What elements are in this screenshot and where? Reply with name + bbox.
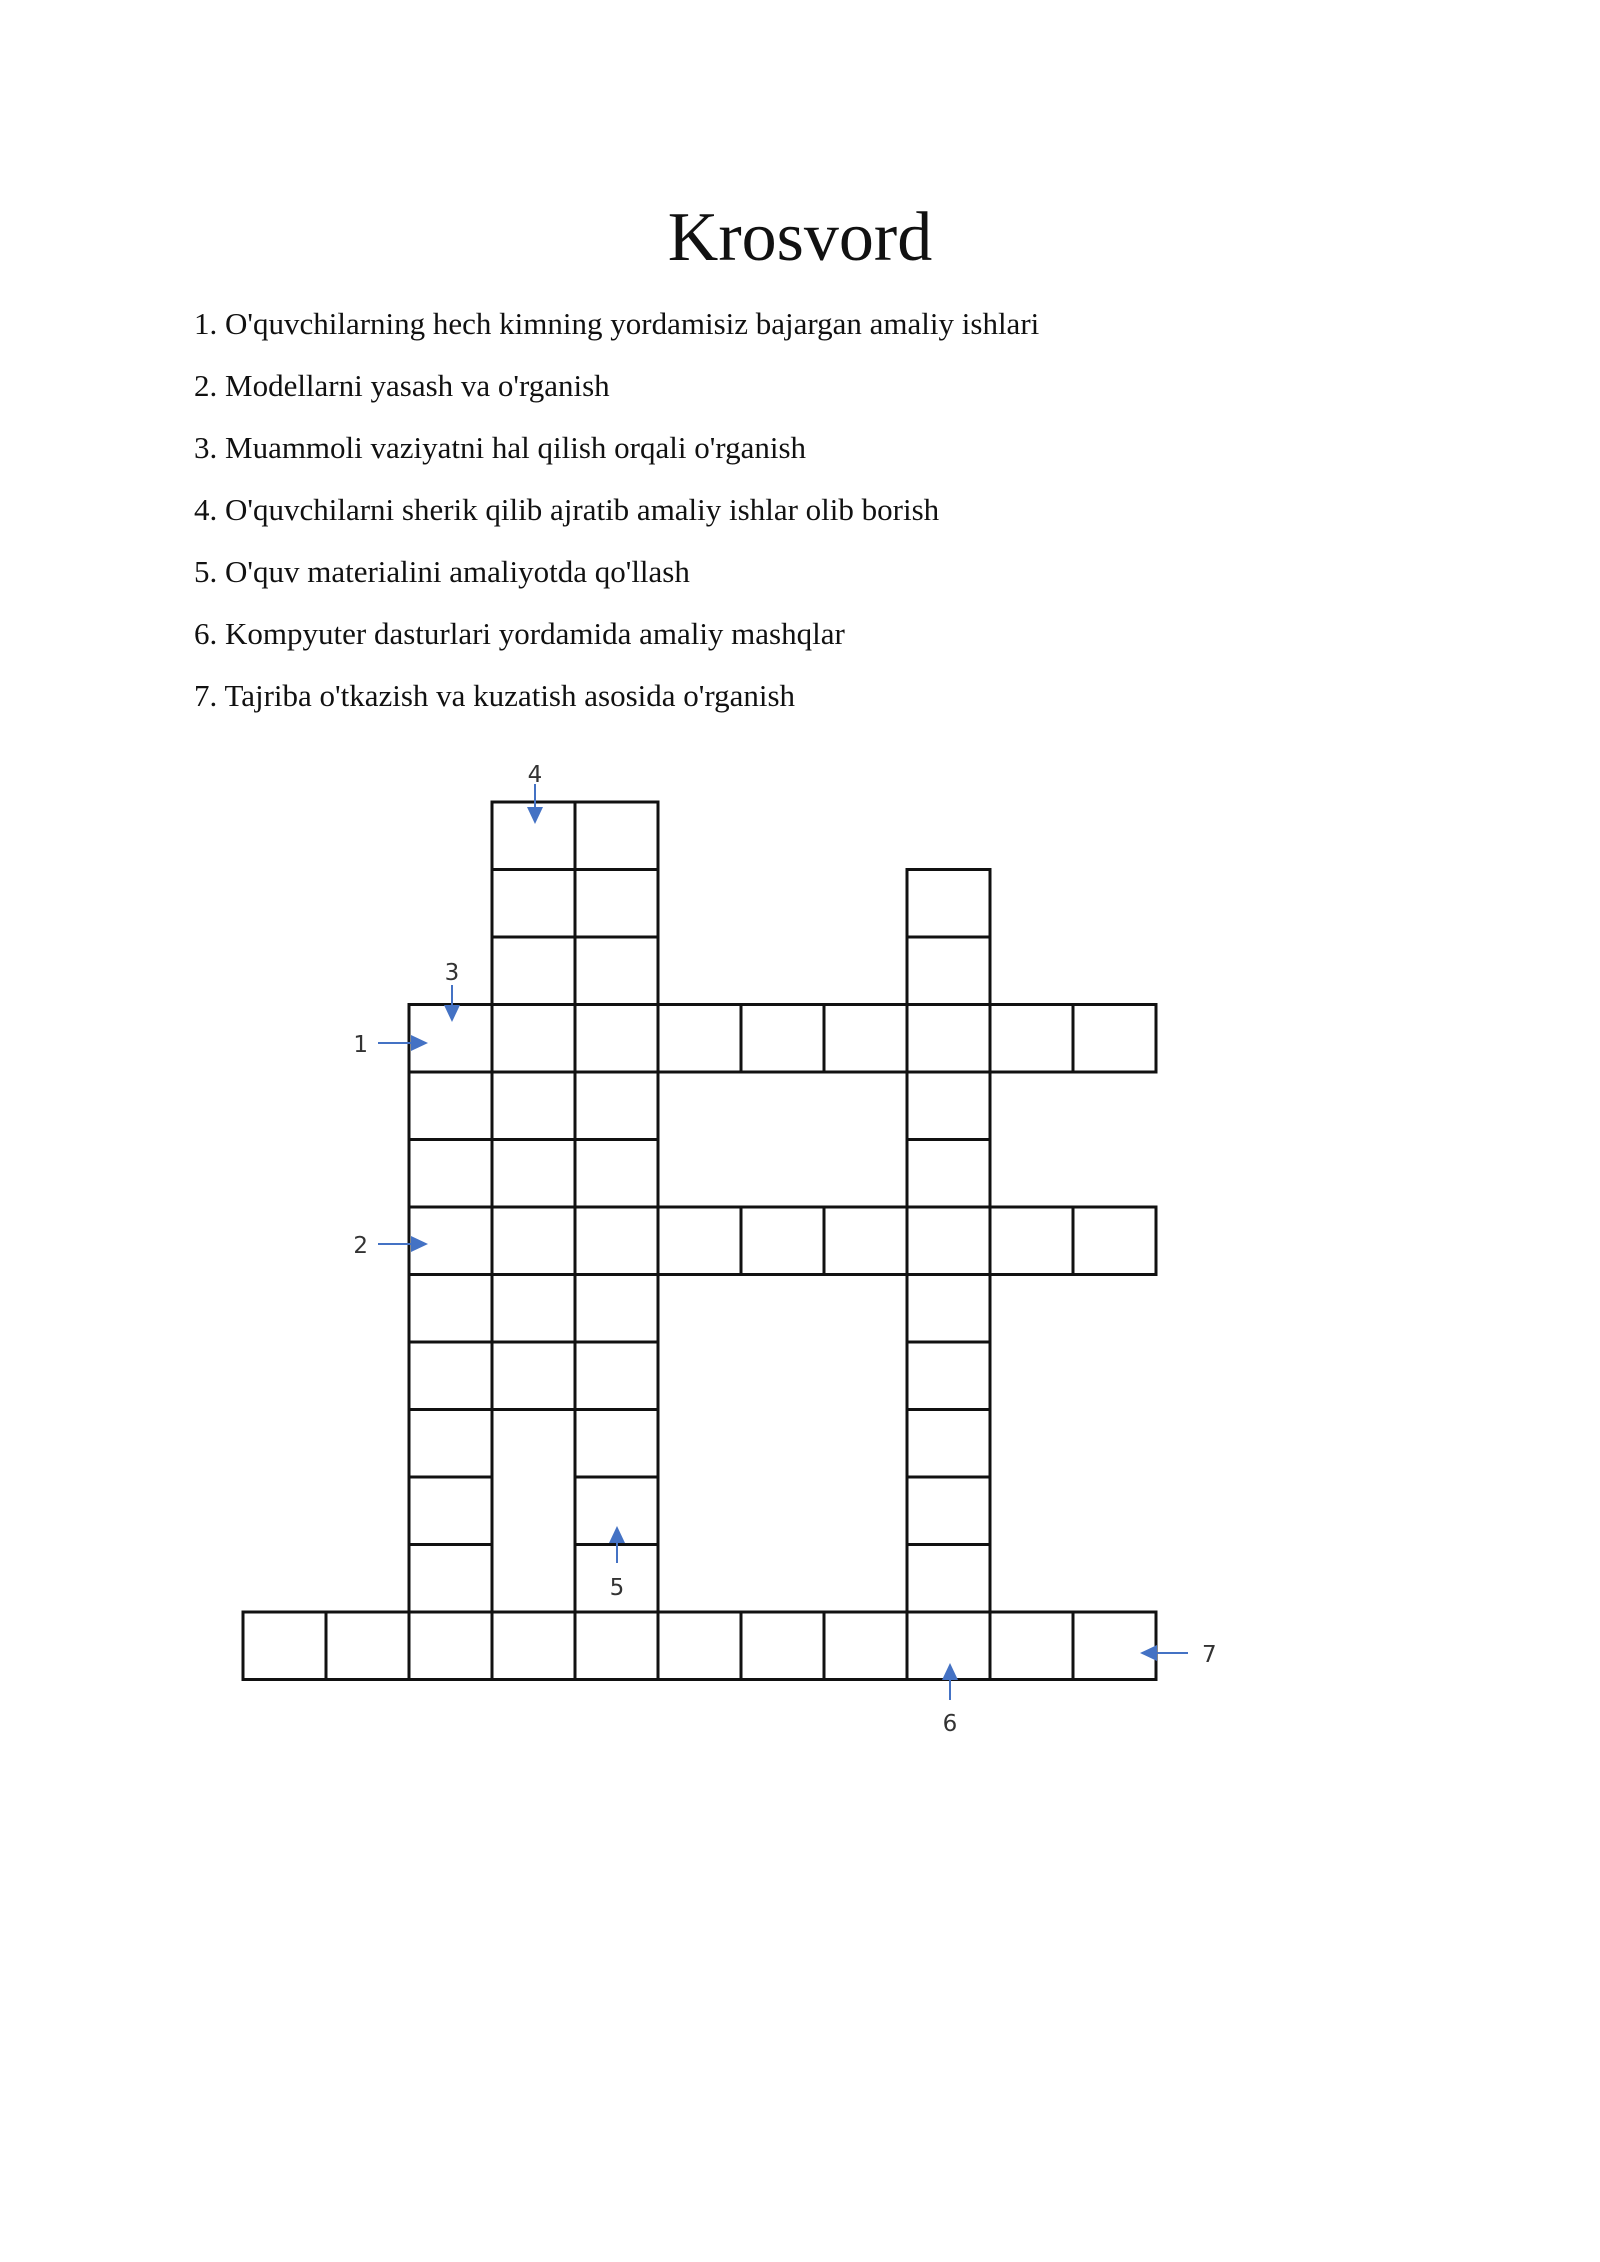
crossword-cell	[492, 1207, 575, 1275]
crossword-cell	[492, 1275, 575, 1343]
crossword-cell	[575, 1072, 658, 1140]
clue-2: 2. Modellarni yasash va o'rganish	[194, 368, 610, 403]
crossword-cell	[658, 1207, 741, 1275]
crossword-cell	[409, 1545, 492, 1613]
crossword-cell	[1073, 1612, 1156, 1680]
clue-number-label: 5	[609, 1575, 625, 1601]
crossword-cell	[907, 1545, 990, 1613]
crossword-cell	[492, 1005, 575, 1073]
crossword-cell	[990, 1207, 1073, 1275]
crossword-cell	[575, 1275, 658, 1343]
clue-number-label: 3	[444, 960, 460, 986]
crossword-cell	[575, 1207, 658, 1275]
crossword-cell	[409, 1612, 492, 1680]
crossword-cell	[658, 1005, 741, 1073]
crossword-cell	[575, 1005, 658, 1073]
crossword-cell	[575, 870, 658, 938]
crossword-cell	[492, 937, 575, 1005]
crossword-cell	[741, 1612, 824, 1680]
clue-3: 3. Muammoli vaziyatni hal qilish orqali o'rganish	[194, 430, 807, 465]
crossword-cell	[492, 1140, 575, 1208]
crossword-cell	[409, 1072, 492, 1140]
crossword-cell	[575, 1140, 658, 1208]
crossword-cell	[575, 1342, 658, 1410]
crossword-cell	[658, 1612, 741, 1680]
crossword-cell	[326, 1612, 409, 1680]
crossword-cell	[492, 870, 575, 938]
clue-number-label: 7	[1202, 1642, 1217, 1668]
crossword-cell	[907, 1072, 990, 1140]
crossword-cell	[907, 937, 990, 1005]
crossword-cell	[409, 1140, 492, 1208]
crossword-cell	[409, 1275, 492, 1343]
clue-4: 4. O'quvchilarni sherik qilib ajratib amaliy ishlar olib borish	[194, 492, 940, 527]
crossword-cell	[409, 1410, 492, 1478]
crossword-cell	[492, 1072, 575, 1140]
clue-number-label: 6	[942, 1711, 958, 1737]
clue-number-label: 1	[353, 1032, 368, 1058]
crossword-cell	[741, 1005, 824, 1073]
crossword-cell	[907, 1005, 990, 1073]
crossword-cell	[575, 1410, 658, 1478]
crossword-cell	[907, 1207, 990, 1275]
crossword-cell	[907, 1275, 990, 1343]
crossword-cell	[409, 1477, 492, 1545]
crossword-cell	[741, 1207, 824, 1275]
crossword-cell	[409, 1342, 492, 1410]
crossword-cell	[492, 1342, 575, 1410]
crossword-cell	[907, 1342, 990, 1410]
clue-6: 6. Kompyuter dasturlari yordamida amaliy mashqlar	[194, 616, 845, 651]
crossword-cell	[575, 1612, 658, 1680]
crossword-cell	[824, 1005, 907, 1073]
grid-cells	[243, 802, 1156, 1680]
crossword-cell	[907, 1140, 990, 1208]
clue-7: 7. Tajriba o'tkazish va kuzatish asosida o'rganish	[194, 678, 796, 713]
crossword-cell	[409, 1207, 492, 1275]
crossword-cell	[824, 1612, 907, 1680]
crossword-cell	[907, 1410, 990, 1478]
crossword-cell	[1073, 1207, 1156, 1275]
crossword-cell	[1073, 1005, 1156, 1073]
crossword-cell	[575, 802, 658, 870]
crossword-cell	[243, 1612, 326, 1680]
clue-1: 1. O'quvchilarning hech kimning yordamisiz bajargan amaliy ishlari	[194, 306, 1040, 341]
clue-number-label: 4	[527, 762, 543, 788]
crossword-cell	[990, 1612, 1073, 1680]
page-title: Krosvord	[667, 199, 933, 276]
clue-5: 5. O'quv materialini amaliyotda qo'llash	[194, 554, 690, 589]
crossword-cell	[492, 1612, 575, 1680]
crossword-cell	[575, 937, 658, 1005]
crossword-cell	[990, 1005, 1073, 1073]
crossword-cell	[824, 1207, 907, 1275]
clue-number-label: 2	[353, 1233, 368, 1259]
crossword-cell	[907, 1477, 990, 1545]
crossword-cell	[907, 870, 990, 938]
